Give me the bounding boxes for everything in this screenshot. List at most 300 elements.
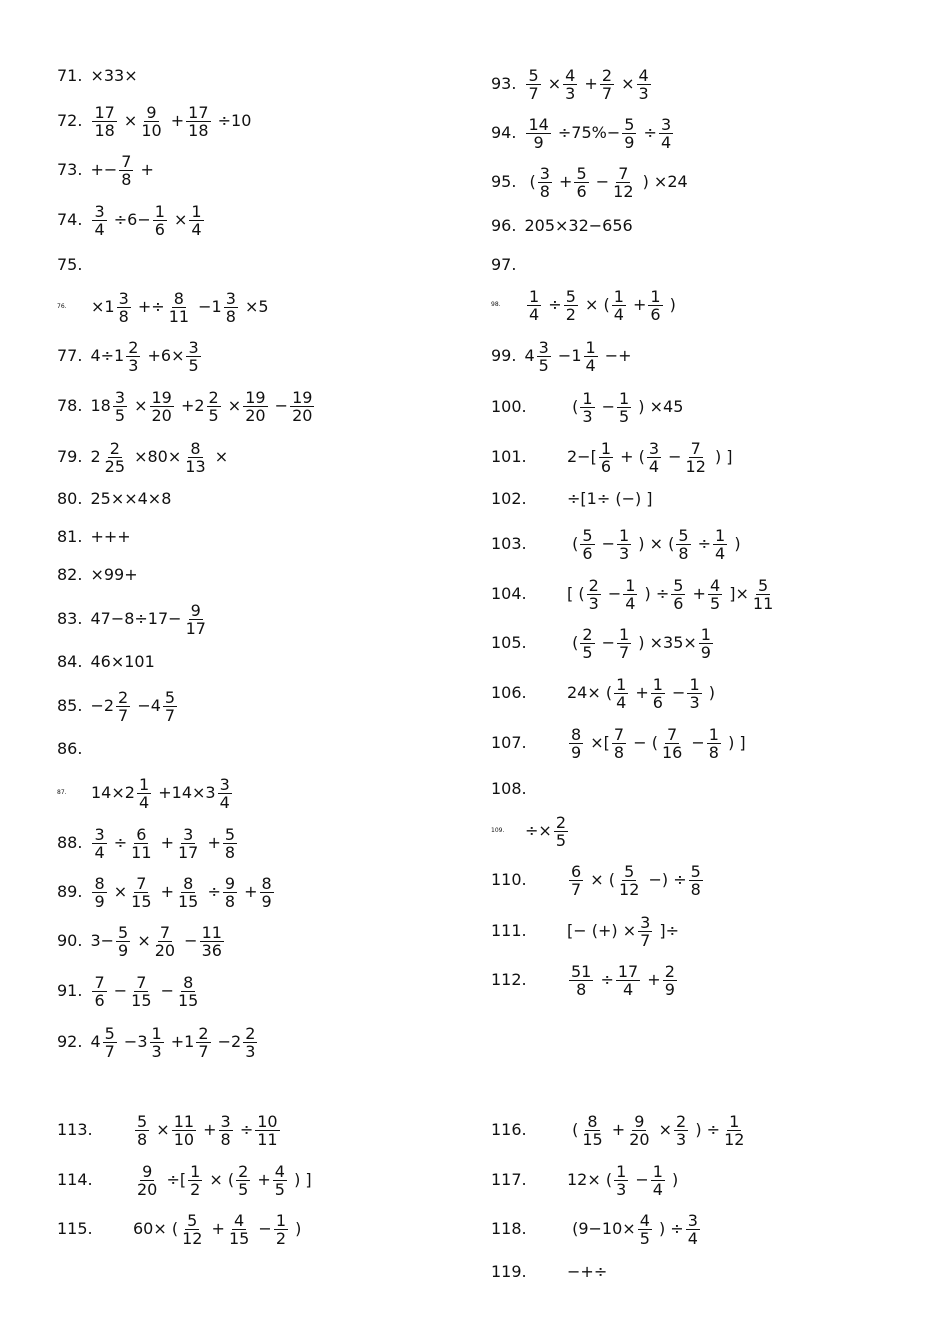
denominator: 6 <box>652 692 663 712</box>
expression-text: − <box>596 534 616 553</box>
numerator: 1 <box>652 674 663 694</box>
numerator: 5 <box>224 824 236 844</box>
problem-73 <box>57 148 154 192</box>
problem-number: 116. <box>491 1120 527 1139</box>
denominator: 5 <box>709 593 721 613</box>
problem-110 <box>491 858 705 902</box>
numerator: 2 <box>238 1161 249 1181</box>
numerator: 2 <box>128 337 139 357</box>
fraction <box>587 577 601 612</box>
fraction <box>660 726 684 761</box>
denominator: 4 <box>652 1179 663 1199</box>
fraction <box>617 390 631 425</box>
expression-text: 12× ( <box>567 1170 613 1189</box>
denominator: 3 <box>588 593 599 613</box>
expression-text: ÷× <box>525 821 552 840</box>
expression <box>90 339 202 374</box>
numerator: 1 <box>582 388 593 408</box>
fraction <box>119 153 133 188</box>
fraction <box>751 577 775 612</box>
expression-text: − <box>155 981 174 1000</box>
fraction <box>526 116 550 151</box>
expression-text: + <box>553 172 573 191</box>
expression-text: ) ] <box>288 1170 312 1189</box>
expression-text: ×5 <box>239 297 269 316</box>
fraction <box>227 1212 251 1247</box>
numerator: 19 <box>151 387 172 407</box>
fraction <box>135 1163 159 1198</box>
denominator: 17 <box>178 842 199 862</box>
denominator: 4 <box>191 219 202 239</box>
expression-text: × <box>209 447 229 466</box>
problem-71 <box>57 54 138 98</box>
denominator: 36 <box>201 940 222 960</box>
denominator: 8 <box>613 742 625 762</box>
fraction <box>172 1113 196 1148</box>
numerator: 1 <box>619 624 630 644</box>
problem-number: 82. <box>57 565 83 584</box>
problem-116 <box>491 1108 748 1152</box>
expression <box>567 863 705 898</box>
expression-text: ( <box>524 172 536 191</box>
fraction <box>150 1025 164 1060</box>
numerator: 3 <box>114 387 125 407</box>
denominator: 3 <box>128 355 139 375</box>
expression <box>567 963 679 998</box>
problem-number: 102. <box>491 489 527 508</box>
denominator: 9 <box>533 132 544 152</box>
problem-number: 87. <box>57 789 67 796</box>
expression <box>567 390 683 425</box>
fraction <box>207 389 221 424</box>
expression-text: × <box>542 74 562 93</box>
denominator: 4 <box>529 304 540 324</box>
denominator: 4 <box>660 132 672 152</box>
expression <box>90 689 179 724</box>
expression <box>567 527 741 562</box>
fraction <box>623 577 637 612</box>
denominator: 5 <box>114 405 125 425</box>
denominator: 20 <box>137 1179 158 1199</box>
numerator: 5 <box>673 575 684 595</box>
problem-number: 117. <box>491 1170 527 1189</box>
expression-text: (9−10× <box>567 1219 636 1238</box>
expression-text: +6× <box>142 346 185 365</box>
numerator: 4 <box>639 1210 650 1230</box>
fraction <box>236 1163 250 1198</box>
denominator: 18 <box>188 120 209 140</box>
numerator: 1 <box>616 1161 627 1181</box>
fraction <box>139 104 163 139</box>
denominator: 8 <box>539 181 550 201</box>
problem-number: 113. <box>57 1120 93 1139</box>
problem-84 <box>57 640 155 684</box>
problem-number: 115. <box>57 1219 93 1238</box>
problem-number: 90. <box>57 931 83 950</box>
expression-text: − <box>590 172 610 191</box>
fraction <box>176 875 200 910</box>
expression-text: × ( <box>585 870 616 889</box>
denominator: 12 <box>685 456 706 476</box>
expression-text: ) ÷ <box>653 1219 684 1238</box>
problem-number: 101. <box>491 447 527 466</box>
numerator: 5 <box>582 525 593 545</box>
fraction <box>580 390 594 425</box>
problem-109 <box>491 809 570 853</box>
expression-text: × <box>108 882 128 901</box>
numerator: 2 <box>582 624 593 644</box>
problem-119 <box>491 1250 607 1294</box>
expression <box>525 814 570 849</box>
numerator: 7 <box>618 163 629 183</box>
denominator: 18 <box>94 120 115 140</box>
fraction <box>617 626 631 661</box>
fraction <box>92 974 106 1009</box>
fraction <box>708 577 722 612</box>
problem-77 <box>57 334 203 378</box>
numerator: 1 <box>729 1111 740 1131</box>
problem-93 <box>491 62 653 106</box>
numerator: 7 <box>159 922 170 942</box>
problem-number: 119. <box>491 1262 527 1281</box>
numerator: 4 <box>274 1161 285 1181</box>
denominator: 2 <box>275 1228 286 1248</box>
expression-text: 60× ( <box>133 1219 179 1238</box>
fraction <box>167 290 191 325</box>
problem-74 <box>57 198 206 242</box>
numerator: 7 <box>136 972 147 992</box>
denominator: 20 <box>151 405 172 425</box>
expression-text: ×33× <box>90 66 138 85</box>
expression-text: −2 <box>212 1032 242 1051</box>
expression-text: ×1 <box>91 297 115 316</box>
numerator: 17 <box>188 102 209 122</box>
denominator: 7 <box>118 705 129 725</box>
problem-number: 103. <box>491 534 527 553</box>
problem-number: 88. <box>57 833 83 852</box>
numerator: 7 <box>121 151 132 171</box>
fraction <box>103 1025 117 1060</box>
problem-number: 71. <box>57 66 83 85</box>
numerator: 9 <box>190 600 201 620</box>
fraction <box>713 527 727 562</box>
numerator: 14 <box>528 114 549 134</box>
numerator: 1 <box>275 1210 286 1230</box>
problem-number: 73. <box>57 160 83 179</box>
fraction <box>255 1113 279 1148</box>
expression-text: ÷75%− <box>552 123 621 142</box>
problem-number: 111. <box>491 921 527 940</box>
fraction <box>290 389 314 424</box>
problem-106 <box>491 671 715 715</box>
denominator: 7 <box>601 83 613 103</box>
fraction <box>538 165 552 200</box>
numerator: 1 <box>652 1161 663 1181</box>
fraction <box>563 67 577 102</box>
expression-text: − <box>596 397 616 416</box>
denominator: 2 <box>190 1179 201 1199</box>
fraction <box>186 104 210 139</box>
fraction <box>676 527 690 562</box>
denominator: 4 <box>625 593 636 613</box>
fraction <box>129 875 153 910</box>
expression-text: ×80× <box>129 447 182 466</box>
numerator: 3 <box>538 337 549 357</box>
expression-text: + <box>606 1120 626 1139</box>
denominator: 5 <box>188 355 199 375</box>
numerator: 9 <box>146 102 157 122</box>
expression-text: 4 <box>90 1032 101 1051</box>
numerator: 3 <box>219 774 230 794</box>
fraction <box>622 116 636 151</box>
numerator: 1 <box>151 1023 162 1043</box>
problem-number: 105. <box>491 633 527 652</box>
fraction <box>686 1212 700 1247</box>
fraction <box>137 776 151 811</box>
numerator: 2 <box>245 1023 256 1043</box>
denominator: 4 <box>94 219 105 239</box>
expression-text: × ( <box>204 1170 235 1189</box>
denominator: 10 <box>173 1129 195 1149</box>
fraction <box>117 290 131 325</box>
fraction <box>687 676 701 711</box>
expression <box>567 1212 702 1247</box>
numerator: 1 <box>154 201 165 221</box>
expression <box>567 491 653 507</box>
denominator: 15 <box>582 1129 603 1149</box>
expression <box>524 165 687 200</box>
problem-number: 85. <box>57 696 83 715</box>
expression-text: × <box>132 931 151 950</box>
fraction <box>684 440 708 475</box>
problem-number: 109. <box>491 827 505 834</box>
problem-91 <box>57 969 202 1013</box>
fraction <box>638 1212 652 1247</box>
problem-number: 108. <box>491 779 527 798</box>
denominator: 8 <box>224 842 236 862</box>
expression-text: ÷ <box>595 970 614 989</box>
numerator: 1 <box>715 525 726 545</box>
expression-text: ) ÷ <box>639 584 670 603</box>
fraction <box>176 826 200 861</box>
denominator: 7 <box>198 1041 209 1061</box>
numerator: 9 <box>224 873 236 893</box>
problem-112 <box>491 958 679 1002</box>
denominator: 4 <box>616 692 627 712</box>
denominator: 9 <box>700 642 711 662</box>
fraction <box>526 67 540 102</box>
fraction <box>103 440 127 475</box>
numerator: 3 <box>687 1210 698 1230</box>
expression-text: ÷10 <box>212 111 252 130</box>
expression-text: × <box>616 74 635 93</box>
denominator: 3 <box>582 406 593 426</box>
expression <box>525 288 676 323</box>
expression-text: + ( <box>615 447 645 466</box>
expression-text: ) <box>290 1219 302 1238</box>
numerator: 5 <box>528 65 539 85</box>
denominator: 16 <box>661 742 683 762</box>
fraction <box>569 863 583 898</box>
denominator: 20 <box>292 405 313 425</box>
fraction <box>176 974 200 1009</box>
denominator: 4 <box>138 792 150 812</box>
problem-number: 100. <box>491 397 527 416</box>
problem-number: 107. <box>491 733 527 752</box>
expression-text: ) <box>703 683 715 702</box>
denominator: 11 <box>752 593 774 613</box>
expression-text: ) <box>666 1170 679 1189</box>
fraction <box>126 339 140 374</box>
fraction <box>569 963 593 998</box>
expression-text: − <box>253 1219 272 1238</box>
numerator: 19 <box>292 387 313 407</box>
problem-75 <box>57 243 90 287</box>
expression-text: 25××4×8 <box>90 489 172 508</box>
expression-text: ( <box>567 534 579 553</box>
fraction <box>600 67 614 102</box>
fraction <box>647 440 661 475</box>
denominator: 3 <box>619 543 630 563</box>
expression-text: − <box>630 1170 649 1189</box>
expression-text: + <box>155 882 174 901</box>
expression-text: [ ( <box>567 584 585 603</box>
expression <box>90 567 137 583</box>
expression-text: ( <box>567 633 579 652</box>
numerator: 3 <box>94 824 105 844</box>
fraction <box>163 689 177 724</box>
numerator: 4 <box>565 65 576 85</box>
fraction <box>92 203 106 238</box>
problem-number: 76. <box>57 303 67 310</box>
expression-text: × ( <box>579 295 610 314</box>
expression <box>567 577 777 612</box>
numerator: 8 <box>587 1111 598 1131</box>
problem-83 <box>57 597 210 641</box>
numerator: 3 <box>220 1111 231 1131</box>
fraction <box>153 203 167 238</box>
expression <box>133 1113 282 1148</box>
denominator: 4 <box>715 543 726 563</box>
expression-text: × <box>222 396 242 415</box>
problem-96 <box>491 204 633 248</box>
numerator: 2 <box>588 575 599 595</box>
expression-text: − <box>686 733 705 752</box>
expression-text: ( <box>567 397 579 416</box>
numerator: 5 <box>137 1111 148 1131</box>
problem-number: 118. <box>491 1219 527 1238</box>
numerator: 8 <box>190 438 201 458</box>
fraction <box>180 1212 204 1247</box>
expression-text: + <box>206 1219 225 1238</box>
denominator: 11 <box>131 842 152 862</box>
fraction <box>648 288 662 323</box>
numerator: 5 <box>565 286 576 306</box>
fraction <box>612 726 626 761</box>
fraction <box>689 863 703 898</box>
numerator: 51 <box>571 961 592 981</box>
expression <box>133 1212 301 1247</box>
denominator: 7 <box>104 1041 115 1061</box>
numerator: 11 <box>201 922 222 942</box>
numerator: 5 <box>118 922 129 942</box>
expression-text: ) ×24 <box>637 172 688 191</box>
denominator: 10 <box>141 120 162 140</box>
numerator: 1 <box>700 624 711 644</box>
expression-text: +14×3 <box>153 783 216 802</box>
expression-text: −+ <box>599 346 632 365</box>
denominator: 5 <box>555 830 566 850</box>
denominator: 4 <box>613 304 624 324</box>
numerator: 1 <box>650 286 661 306</box>
expression-text: +− <box>90 160 118 179</box>
problem-103 <box>491 522 741 566</box>
denominator: 4 <box>219 792 230 812</box>
fraction <box>200 924 224 959</box>
numerator: 5 <box>576 163 587 183</box>
expression <box>90 68 137 84</box>
fraction <box>218 776 232 811</box>
fraction <box>580 527 594 562</box>
denominator: 9 <box>118 940 129 960</box>
numerator: 1 <box>529 286 540 306</box>
fraction <box>150 389 174 424</box>
fraction <box>637 67 651 102</box>
numerator: 8 <box>571 724 582 744</box>
expression-text: × <box>151 1120 170 1139</box>
expression-text: 3− <box>90 931 115 950</box>
problem-72 <box>57 99 251 143</box>
problem-number: 74. <box>57 210 83 229</box>
expression <box>567 676 715 711</box>
denominator: 4 <box>94 842 105 862</box>
expression-text: − <box>602 584 622 603</box>
numerator: 5 <box>624 861 635 881</box>
denominator: 8 <box>137 1129 148 1149</box>
expression-text: 2 <box>90 447 101 466</box>
denominator: 6 <box>582 543 593 563</box>
problem-117 <box>491 1158 678 1202</box>
problem-115 <box>57 1207 301 1251</box>
denominator: 5 <box>238 1179 249 1199</box>
numerator: 1 <box>191 201 202 221</box>
expression-text: + <box>135 160 154 179</box>
problem-94 <box>491 111 675 155</box>
expression <box>567 440 733 475</box>
fraction <box>638 914 652 949</box>
expression-text: −) ÷ <box>643 870 687 889</box>
denominator: 9 <box>664 979 675 999</box>
expression <box>90 974 202 1009</box>
problem-number: 79. <box>57 447 83 466</box>
numerator: 3 <box>225 288 236 308</box>
problem-99 <box>491 334 632 378</box>
numerator: 8 <box>183 873 194 893</box>
numerator: 3 <box>118 288 129 308</box>
expression <box>133 1163 312 1198</box>
fraction <box>219 1113 233 1148</box>
problem-number: 78. <box>57 396 83 415</box>
fraction <box>129 826 153 861</box>
expression-text: ÷[1÷ (−) ] <box>567 489 653 508</box>
problem-111 <box>491 909 679 953</box>
expression-text: + <box>165 111 185 130</box>
denominator: 8 <box>220 1129 231 1149</box>
numerator: 17 <box>617 961 639 981</box>
denominator: 20 <box>629 1129 650 1149</box>
numerator: 3 <box>539 163 550 183</box>
denominator: 25 <box>104 456 125 476</box>
